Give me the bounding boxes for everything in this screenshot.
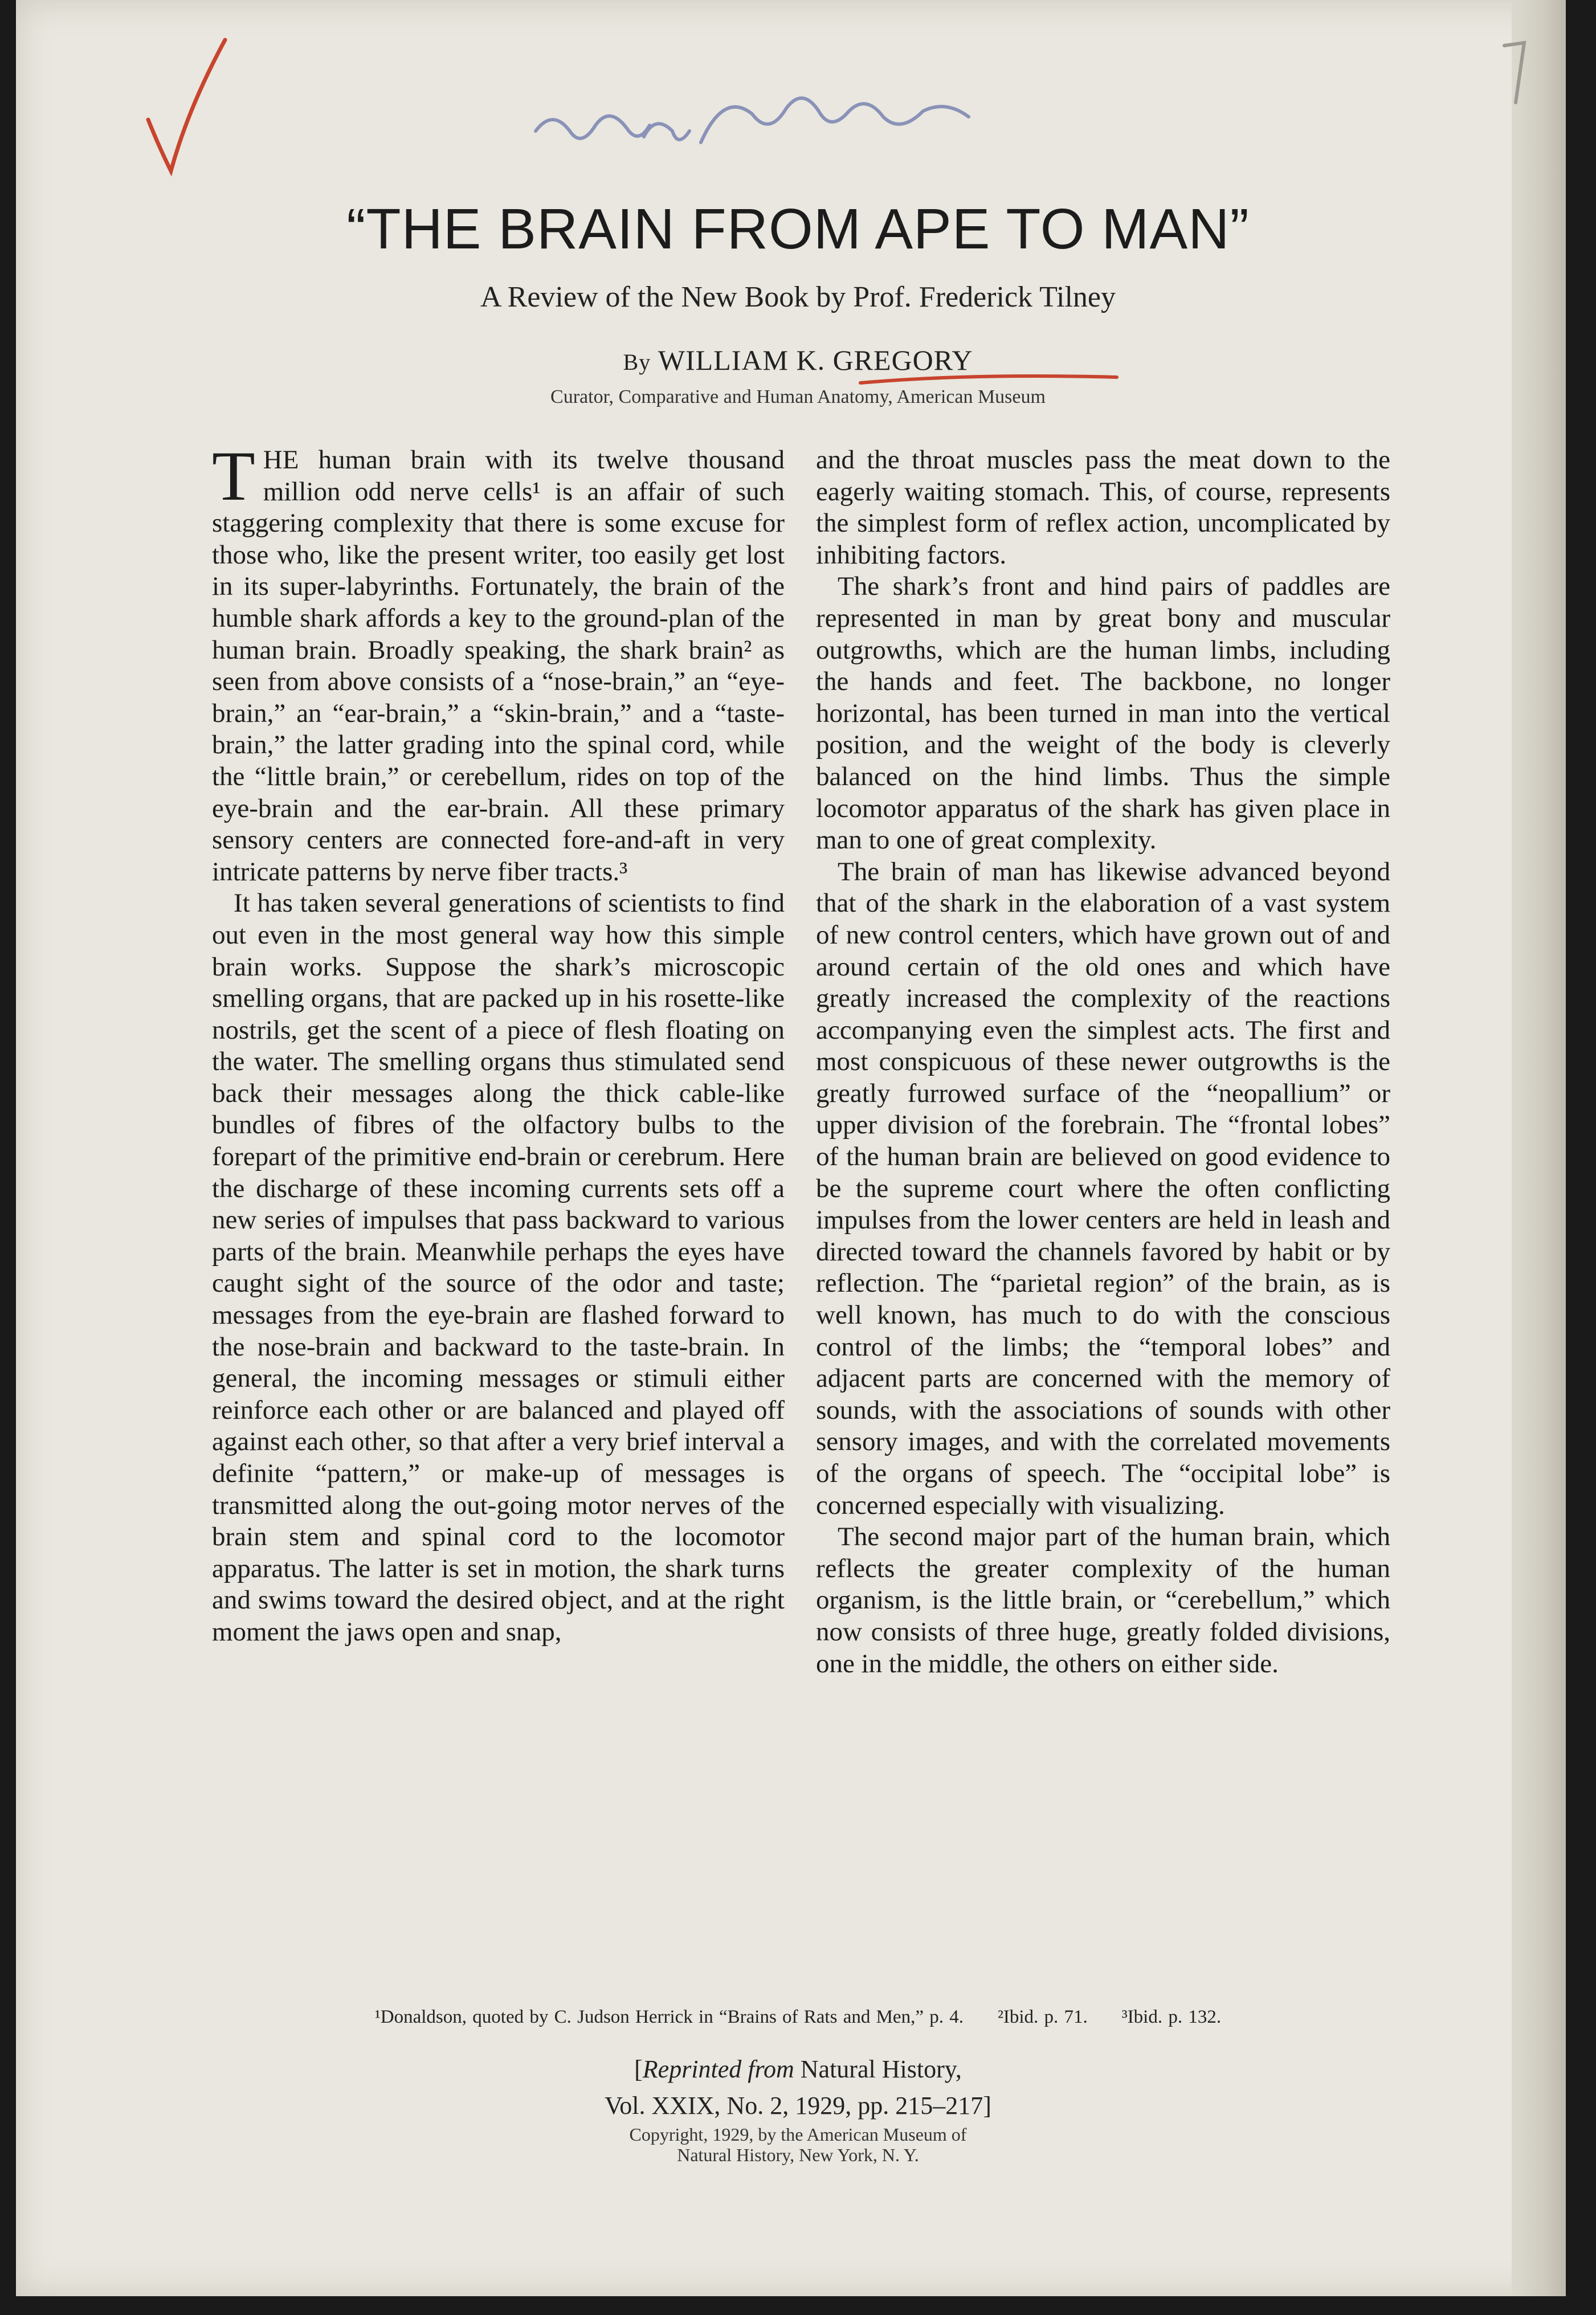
footnote-2: ²Ibid. p. 71. (997, 2007, 1088, 2027)
reprint-bracket: [ (634, 2055, 643, 2083)
article-subtitle: A Review of the New Book by Prof. Frederick Tilney (480, 281, 1116, 313)
reprint-line-1 (0, 2051, 1596, 2088)
paragraph-3: and the throat muscles pass the meat down to the eagerly waiting stomach. This, of course, represents the simplest form of reflex action, uncomplicated by inhibiting factors. (816, 445, 1390, 570)
handwritten-pencil-note (530, 91, 1054, 171)
paragraph-2: It has taken several generations of scientists to find out even in the most general way how this simple brain works. Suppose the shark’s microscopic smelling organs, that are packed up in his rosette-like nostrils, get the scent of a piece of flesh floating on the water. The smelling organs thus stimulated send back their messages along the thick cable-like bundles of fibres of the olfactory bulbs to the forepart of the primitive end-brain or cerebrum. Here the discharge of these incoming currents sets off a new series of impulses that pass backward to various parts of the brain. Meanwhile perhaps the eyes have caught sight of the source of the odor and taste; messages from the eye-brain are flashed forward to the nose-brain and backward to the taste-brain. In general, the incoming messages or stimuli either reinforce each other or are balanced and played off against each other, so that after a very brief interval a definite “pattern,” or make-up of messages is transmitted along the out-going motor nerves of the brain stem and spinal cord to the locomotor apparatus. The latter is set in motion, the shark turns and swims toward the desired object, and at the right moment the jaws open and snap, (212, 888, 785, 1647)
copyright-line-2: Natural History, New York, N. Y. (677, 2145, 919, 2165)
right-column (816, 444, 1390, 1680)
journal-name: Natural History, (800, 2055, 962, 2083)
author-name: WILLIAM K. GREGORY (658, 344, 973, 376)
copyright-line-1: Copyright, 1929, by the American Museum of (629, 2124, 967, 2145)
author-affiliation: Curator, Comparative and Human Anatomy, American Museum (550, 386, 1046, 407)
paragraph-1-text: HE human brain with its twelve thousand million odd nerve cells¹ is an affair of such staggering complexity that there is some excuse for those who, like the present writer, too easily get lost in its super-labyrinths. Fortunately, the brain of the humble shark affords a key to the ground-plan of the human brain. Broadly speaking, the shark brain² as seen from above consists of a “nose-brain,” an “eye-brain,” an “ear-brain,” a “skin-brain,” and a “taste-brain,” the latter grading into the spinal cord, while the “little brain,” or cerebellum, rides on top of the eye-brain and the ear-brain. All these primary sensory centers are connected fore-and-aft in very intricate patterns by nerve fiber tracts.³ (212, 445, 785, 887)
corner-pencil-mark (1493, 34, 1538, 114)
reprinted-from: Reprinted from (642, 2055, 794, 2083)
byline-by: By (623, 349, 651, 375)
footnote-3: ³Ibid. p. 132. (1121, 2007, 1222, 2027)
drop-cap: T (212, 437, 255, 515)
footnote-1: ¹Donaldson, quoted by C. Judson Herrick in “Brains of Rats and Men,” p. 4. (374, 2007, 964, 2027)
reprint-volume: Vol. XXIX, No. 2, 1929, pp. 215–217] (605, 2092, 991, 2120)
left-column (212, 437, 785, 1648)
copyright-notice (0, 2124, 1596, 2165)
paragraph-1 (212, 437, 785, 888)
paragraph-6: The second major part of the human brain, which reflects the greater complexity of the human organism, is the little brain, or “cerebellum,” which now consists of three huge, greatly folded divisions, one in the middle, the others on either side. (816, 1522, 1390, 1679)
article-title: “THE BRAIN FROM APE TO MAN” (346, 197, 1250, 261)
reprint-notice (0, 2051, 1596, 2124)
red-check-mark (142, 34, 234, 182)
footnotes (0, 2007, 1596, 2028)
paragraph-5: The brain of man has likewise advanced beyond that of the shark in the elaboration of a vast system of new control centers, which have grown out of and around certain of the old ones and which have greatly increased the complexity of the reactions accompanying even the simplest acts. The first and most conspicuous of these newer outgrowths is the greatly furrowed surface of the “neopallium” or upper division of the forebrain. The “frontal lobes” of the human brain are believed on good evidence to be the supreme court where the often conflicting impulses from the lower centers are held in leash and directed toward the channels favored by habit or by reflection. The “parietal region” of the brain, as is well known, has much to do with the conscious control of the limbs; the “temporal lobes” and adjacent parts are concerned with the memory of sounds, with the associations of sounds with other sensory images, and with the correlated movements of the organs of speech. The “occipital lobe” is concerned especially with visualizing. (816, 856, 1390, 1520)
byline (0, 344, 1596, 377)
paragraph-4: The shark’s front and hind pairs of paddles are represented in man by great bony and muscular outgrowths, which are the human limbs, including the hands and feet. The backbone, no longer horizontal, has been turned in man into the vertical position, and the weight of the body is cleverly balanced on the hind limbs. Thus the simple locomotor apparatus of the shark has given place in man to one of great complexity. (816, 571, 1390, 855)
